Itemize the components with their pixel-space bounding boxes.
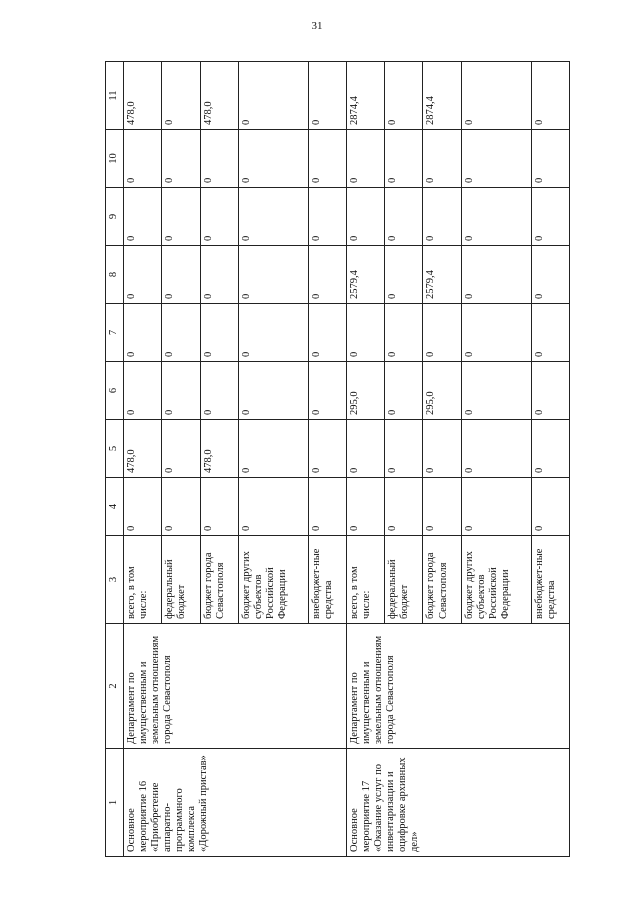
funding-source-cell: бюджет города Севастополя <box>423 536 461 624</box>
value-cell: 0 <box>385 188 423 246</box>
value-cell: 0 <box>200 478 238 536</box>
value-cell: 0 <box>238 362 308 420</box>
value-cell: 0 <box>308 304 346 362</box>
value-cell: 0 <box>423 304 461 362</box>
value-cell: 0 <box>200 246 238 304</box>
funding-source-cell: внебюджет-ные средства <box>531 536 569 624</box>
value-cell: 2874,4 <box>423 62 461 130</box>
value-cell: 0 <box>162 420 200 478</box>
value-cell: 0 <box>346 304 384 362</box>
value-cell: 0 <box>308 362 346 420</box>
value-cell: 0 <box>200 304 238 362</box>
executor-cell: Департамент по имущественным и земельным отношениям города Севастополя <box>346 624 569 749</box>
value-cell: 0 <box>531 478 569 536</box>
value-cell: 0 <box>162 304 200 362</box>
funding-source-cell: внебюджет-ные средства <box>308 536 346 624</box>
funding-source-cell: бюджет других субъектов Российской Федерации <box>238 536 308 624</box>
value-cell: 0 <box>124 478 162 536</box>
value-cell: 478,0 <box>200 420 238 478</box>
value-cell: 0 <box>124 188 162 246</box>
value-cell: 0 <box>423 130 461 188</box>
value-cell: 0 <box>385 130 423 188</box>
value-cell: 2579,4 <box>423 246 461 304</box>
value-cell: 0 <box>461 246 531 304</box>
value-cell: 0 <box>385 304 423 362</box>
rotated-table-frame <box>105 62 570 857</box>
header-cell: 6 <box>106 362 124 420</box>
header-cell: 11 <box>106 62 124 130</box>
value-cell: 0 <box>238 246 308 304</box>
value-cell: 478,0 <box>200 62 238 130</box>
value-cell: 0 <box>461 304 531 362</box>
value-cell: 0 <box>531 246 569 304</box>
header-cell: 3 <box>106 536 124 624</box>
funding-source-cell: всего, в том числе: <box>124 536 162 624</box>
value-cell: 0 <box>346 478 384 536</box>
table-row <box>124 62 162 857</box>
value-cell: 0 <box>238 62 308 130</box>
value-cell: 0 <box>308 478 346 536</box>
page-number: 31 <box>311 20 323 32</box>
funding-source-cell: бюджет других субъектов Российской Федерации <box>461 536 531 624</box>
value-cell: 0 <box>346 420 384 478</box>
value-cell: 295,0 <box>346 362 384 420</box>
value-cell: 0 <box>162 362 200 420</box>
measure-name-cell: Основное мероприятие 17 «Оказание услуг по инвентаризации и оцифровке архивных дел» <box>346 749 569 857</box>
header-cell: 7 <box>106 304 124 362</box>
value-cell: 0 <box>162 478 200 536</box>
header-cell: 2 <box>106 624 124 749</box>
value-cell: 0 <box>385 246 423 304</box>
executor-cell: Департамент по имущественным и земельным отношениям города Севастополя <box>124 624 347 749</box>
header-cell: 9 <box>106 188 124 246</box>
value-cell: 0 <box>162 246 200 304</box>
value-cell: 0 <box>308 188 346 246</box>
value-cell: 0 <box>200 362 238 420</box>
funding-source-cell: федеральный бюджет <box>162 536 200 624</box>
value-cell: 0 <box>531 304 569 362</box>
header-cell: 10 <box>106 130 124 188</box>
value-cell: 0 <box>346 188 384 246</box>
value-cell: 0 <box>124 130 162 188</box>
value-cell: 0 <box>200 130 238 188</box>
value-cell: 0 <box>461 362 531 420</box>
value-cell: 0 <box>238 130 308 188</box>
value-cell: 0 <box>308 130 346 188</box>
value-cell: 0 <box>200 188 238 246</box>
value-cell: 0 <box>423 420 461 478</box>
header-cell: 5 <box>106 420 124 478</box>
value-cell: 0 <box>162 62 200 130</box>
measure-name-cell: Основное мероприятие 16 «Приобретение аппаратно-программного комплекса «Дорожный пристав» <box>124 749 347 857</box>
value-cell: 0 <box>308 62 346 130</box>
value-cell: 2874,4 <box>346 62 384 130</box>
value-cell: 295,0 <box>423 362 461 420</box>
budget-table <box>105 61 570 857</box>
value-cell: 0 <box>461 420 531 478</box>
funding-source-cell: бюджет города Севастополя <box>200 536 238 624</box>
table-row <box>346 62 384 857</box>
value-cell: 0 <box>461 62 531 130</box>
header-cell: 4 <box>106 478 124 536</box>
value-cell: 0 <box>308 246 346 304</box>
header-cell: 8 <box>106 246 124 304</box>
value-cell: 0 <box>461 130 531 188</box>
value-cell: 0 <box>124 246 162 304</box>
value-cell: 0 <box>385 420 423 478</box>
value-cell: 0 <box>238 188 308 246</box>
value-cell: 0 <box>461 478 531 536</box>
value-cell: 0 <box>461 188 531 246</box>
value-cell: 0 <box>531 188 569 246</box>
value-cell: 478,0 <box>124 62 162 130</box>
value-cell: 0 <box>531 62 569 130</box>
value-cell: 0 <box>238 420 308 478</box>
value-cell: 0 <box>531 420 569 478</box>
value-cell: 478,0 <box>124 420 162 478</box>
table-container <box>105 62 570 857</box>
value-cell: 0 <box>124 304 162 362</box>
value-cell: 0 <box>162 130 200 188</box>
value-cell: 0 <box>385 478 423 536</box>
value-cell: 0 <box>423 478 461 536</box>
value-cell: 0 <box>346 130 384 188</box>
value-cell: 0 <box>531 130 569 188</box>
value-cell: 0 <box>124 362 162 420</box>
column-number-row <box>106 62 124 857</box>
value-cell: 0 <box>531 362 569 420</box>
value-cell: 2579,4 <box>346 246 384 304</box>
value-cell: 0 <box>238 304 308 362</box>
value-cell: 0 <box>238 478 308 536</box>
header-cell: 1 <box>106 749 124 857</box>
value-cell: 0 <box>385 62 423 130</box>
value-cell: 0 <box>162 188 200 246</box>
funding-source-cell: федеральный бюджет <box>385 536 423 624</box>
value-cell: 0 <box>308 420 346 478</box>
value-cell: 0 <box>385 362 423 420</box>
funding-source-cell: всего, в том числе: <box>346 536 384 624</box>
value-cell: 0 <box>423 188 461 246</box>
